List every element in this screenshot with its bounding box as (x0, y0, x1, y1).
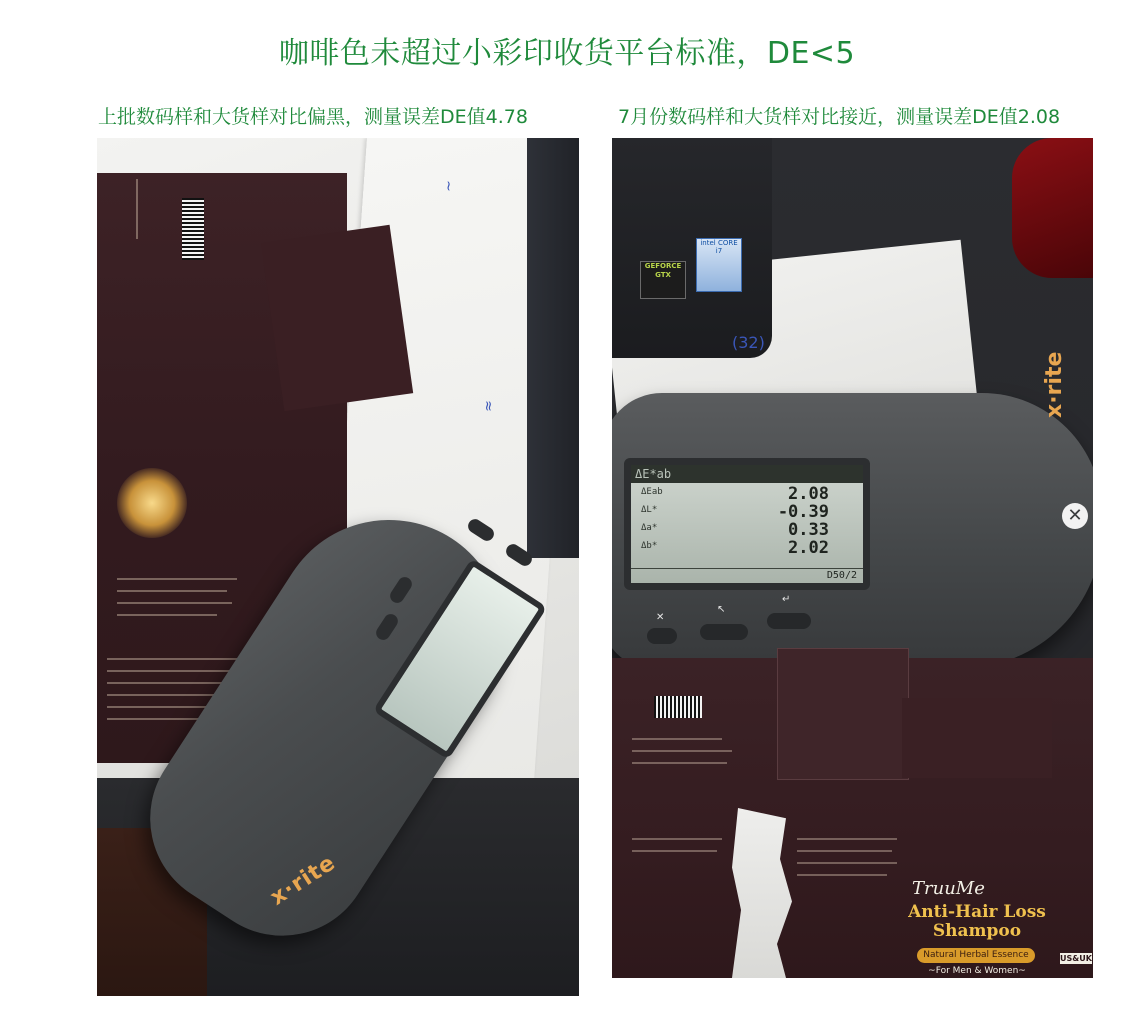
box-flap (777, 648, 909, 780)
xrite-mark-icon: ✕ (1062, 503, 1088, 529)
box-text-line (632, 750, 732, 752)
screen-row-value: 0.33 (788, 520, 829, 540)
handwriting: ~ (439, 180, 456, 192)
product-subtitle: ~For Men & Women~ (928, 966, 1026, 976)
gtx-sticker: GEFORCE GTX (640, 261, 686, 299)
box-text-line (632, 850, 717, 852)
box-text-line (797, 838, 897, 840)
box-text-line (632, 738, 722, 740)
intel-sticker: intel CORE i7 (696, 238, 742, 292)
barcode (182, 198, 204, 260)
handwriting: ≈ (479, 400, 496, 412)
xrite-logo: x·rite (266, 850, 341, 911)
screen-row-label: ΔL* (641, 505, 658, 515)
screen-row-value: 2.02 (788, 538, 829, 558)
close-icon: ✕ (656, 612, 665, 623)
product-badge: US&UK (1060, 954, 1092, 963)
red-object (1012, 138, 1093, 278)
left-photo (97, 138, 579, 996)
device-button (700, 624, 748, 640)
product-tagline: Natural Herbal Essence (917, 948, 1035, 963)
product-name: Anti-Hair Loss Shampoo (908, 902, 1046, 941)
xrite-logo: x·rite (1042, 351, 1067, 418)
box-text-line (797, 874, 887, 876)
device-button (767, 613, 811, 629)
box-flap (261, 225, 413, 411)
right-caption: 7月份数码样和大货样对比接近，测量误差DE值2.08 (618, 106, 1061, 128)
screen-row-label: Δa* (641, 523, 658, 533)
screen-row-label: ΔEab (641, 487, 663, 497)
box-text-line (797, 850, 892, 852)
screen-row-value: 2.08 (788, 484, 829, 504)
barcode (654, 696, 702, 718)
laptop (612, 138, 772, 358)
box-text-line (797, 862, 897, 864)
handwriting: (32) (732, 333, 765, 352)
left-caption: 上批数码样和大货样对比偏黑，测量误差DE值4.78 (98, 106, 528, 128)
screen-row-value: -0.39 (777, 502, 829, 522)
box-text-line (632, 838, 722, 840)
screen-row-label: Δb* (641, 541, 658, 551)
device-screen (624, 458, 870, 590)
product-brand: TruuMe (912, 878, 985, 899)
arrow-up-left-icon: ↖ (717, 604, 726, 615)
illuminant-label: D50/2 (826, 570, 857, 581)
device-button (647, 628, 677, 644)
screen-header: ΔE*ab (631, 465, 863, 483)
dark-object (527, 138, 579, 558)
page-title: 咖啡色未超过小彩印收货平台标准，DE<5 (278, 36, 856, 71)
right-photo (612, 138, 1093, 978)
gold-orb-graphic (117, 468, 187, 538)
enter-icon: ↵ (782, 594, 791, 605)
screen-footer (631, 568, 863, 583)
box-flap (902, 698, 1052, 778)
box-text-line (632, 762, 727, 764)
